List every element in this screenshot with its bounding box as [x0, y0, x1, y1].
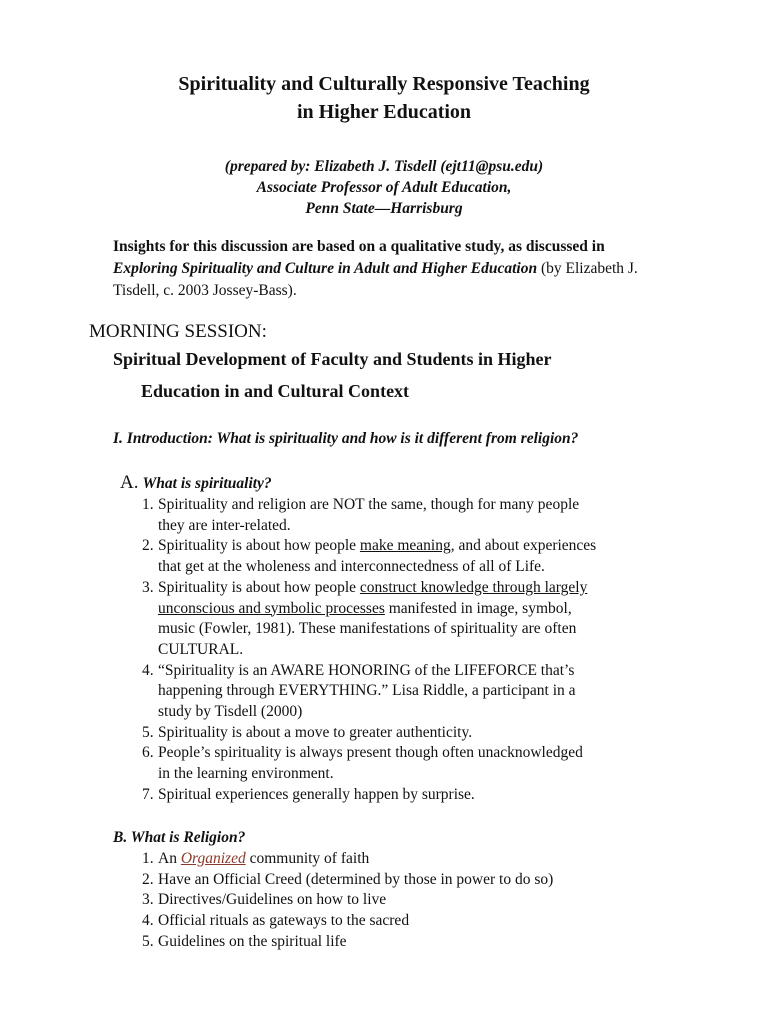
underlined-text: construct knowledge through largely: [359, 578, 588, 596]
document-title-line2: in Higher Education: [296, 101, 472, 123]
list-text: community of faith: [245, 850, 370, 867]
list-number: 2.: [142, 537, 154, 555]
list-number: 3.: [142, 578, 154, 596]
list-number: 5.: [142, 723, 154, 741]
list-number: 5.: [142, 932, 154, 950]
list-text: Have an Official Creed (determined by those in power to do so): [158, 870, 554, 888]
list-item: [142, 890, 662, 911]
underlined-text: Organized: [180, 850, 246, 867]
list-text: CULTURAL.: [158, 640, 244, 658]
list-text: music (Fowler, 1981). These manifestations of spirituality are often: [158, 620, 577, 638]
list-text: An: [158, 850, 181, 867]
list-text: Guidelines on the spiritual life: [158, 932, 347, 950]
list-number: 1.: [142, 850, 154, 867]
list-item: [142, 661, 662, 723]
list-item: [142, 785, 662, 806]
list-item: [142, 932, 662, 953]
list-text: “Spirituality is an AWARE HONORING of the LIFEFORCE that’s: [158, 661, 575, 679]
list-item: [142, 849, 662, 870]
list-number: 3.: [142, 891, 154, 909]
underlined-text: unconscious and symbolic processes: [158, 599, 385, 617]
section-a-heading: [120, 472, 272, 495]
list-text: happening through EVERYTHING.” Lisa Riddle, a participant in a: [158, 682, 576, 700]
underlined-text: make meaning: [359, 537, 451, 555]
list-text: , and about experiences: [450, 537, 597, 555]
list-item: [142, 578, 662, 661]
subheading-line1: Spiritual Development of Faculty and Students in Higher: [113, 349, 552, 369]
list-text: Spirituality and religion are NOT the same, though for many people: [158, 496, 580, 513]
list-number: 4.: [142, 912, 154, 930]
list-item: [142, 870, 662, 891]
section-a-title: What is spirituality?: [142, 475, 272, 492]
list-number: 2.: [142, 870, 154, 888]
author-institution: Penn State—Harrisburg: [305, 200, 463, 217]
prepared-by: (prepared by: Elizabeth J. Tisdell (ejt11@psu.edu): [224, 158, 544, 175]
insights-tail: (by Elizabeth J. Tisdell, c. 2003 Jossey-Bass).: [113, 260, 638, 299]
list-text: Spirituality is about how people: [158, 537, 360, 555]
subheading-line2: Education in and Cultural Context: [141, 381, 410, 401]
list-text: in the learning environment.: [158, 765, 334, 783]
list-item: [142, 743, 662, 784]
list-text: Directives/Guidelines on how to live: [158, 891, 387, 909]
section-a-letter: A.: [120, 472, 139, 493]
list-number: 1.: [142, 496, 154, 513]
list-text: Spiritual experiences generally happen by surprise.: [158, 785, 475, 803]
document-title-line1: Spirituality and Culturally Responsive Teaching: [178, 73, 590, 95]
session-heading: MORNING SESSION:: [89, 321, 267, 342]
religion-list: [142, 849, 662, 953]
list-item: [142, 911, 662, 932]
list-text: they are inter-related.: [158, 516, 291, 534]
author-position: Associate Professor of Adult Education,: [256, 179, 512, 196]
list-text: People’s spirituality is always present though often unacknowledged: [158, 744, 583, 762]
list-item: [142, 495, 662, 536]
book-title: Exploring Spirituality and Culture in Adult and Higher Education: [113, 260, 538, 277]
insights-lead: Insights for this discussion are based on a qualitative study, as discussed in: [113, 238, 605, 255]
list-text: Spirituality is about how people: [158, 578, 360, 596]
insights-paragraph: [113, 236, 673, 302]
list-item: [142, 723, 662, 744]
list-text: manifested in image, symbol,: [384, 599, 572, 617]
introduction-heading: I. Introduction: What is spirituality and how is it different from religion?: [113, 430, 579, 447]
list-number: 4.: [142, 661, 154, 679]
list-text: Spirituality is about a move to greater authenticity.: [158, 723, 473, 741]
list-item: [142, 536, 662, 577]
list-text: Official rituals as gateways to the sacred: [158, 912, 410, 930]
section-b-heading: B. What is Religion?: [113, 829, 246, 846]
list-text: that get at the wholeness and interconnectedness of all of Life.: [158, 558, 545, 576]
list-text: study by Tisdell (2000): [158, 703, 303, 721]
list-number: 6.: [142, 744, 154, 762]
list-number: 7.: [142, 785, 154, 803]
spirituality-list: [142, 495, 662, 806]
